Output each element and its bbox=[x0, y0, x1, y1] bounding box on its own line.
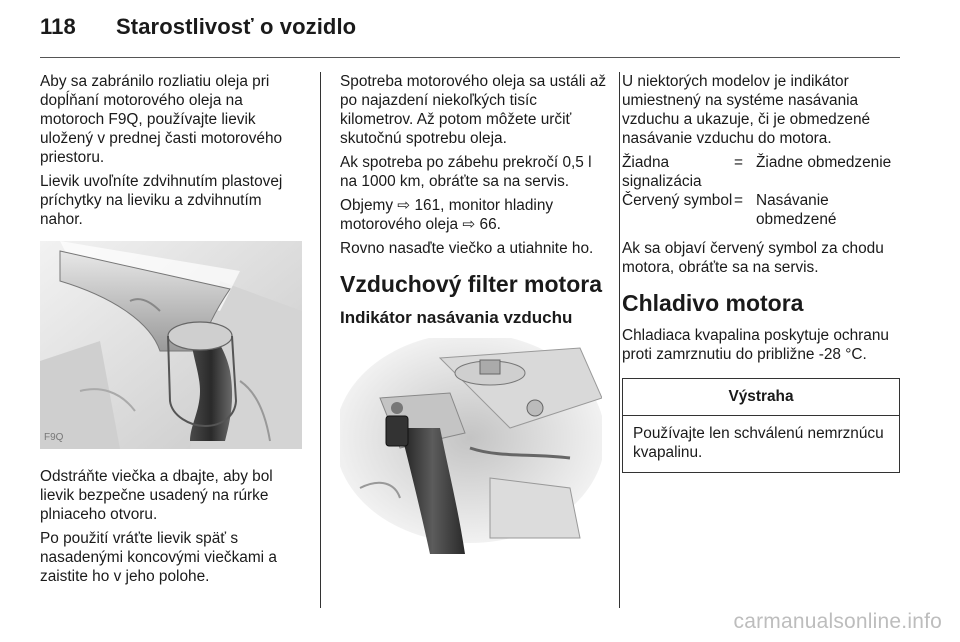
column-divider bbox=[320, 72, 321, 608]
engine-bay-illustration bbox=[340, 338, 602, 554]
warning-text: Používajte len schválenú nemrznúcu kvapalinu. bbox=[633, 425, 884, 461]
header-rule bbox=[40, 57, 900, 58]
paragraph: Ak spotreba po zábehu prekročí 0,5 l na 1000 km, obráťte sa na servis. bbox=[340, 154, 592, 190]
paragraph: Chladiaca kvapalina poskytuje ochranu proti zamrznutiu do približne -28 °C. bbox=[622, 327, 889, 363]
funnel-figure bbox=[40, 241, 302, 449]
paragraph: Po použití vráťte lievik späť s nasadenými koncovými viečkami a zaistite ho v jeho polohe. bbox=[40, 530, 277, 585]
paragraph: U niektorých modelov je indikátor umiestnený na systéme nasávania vzduchu a ukazuje, či je obmedzené nasávanie vzduchu do motora. bbox=[622, 73, 871, 147]
table-cell: = bbox=[734, 154, 743, 171]
table-cell: Žiadne obmedzenie bbox=[756, 154, 892, 171]
column-1 bbox=[40, 72, 302, 591]
indicator-table bbox=[622, 153, 904, 229]
subsection-heading: Indikátor nasávania vzduchu bbox=[340, 308, 573, 327]
table-cell: Nasávanie obmedzené bbox=[756, 192, 837, 228]
column-2 bbox=[340, 72, 610, 554]
section-heading: Vzduchový filter motora bbox=[340, 271, 602, 297]
paragraph: Lievik uvoľníte zdvihnutím plastovej príchytky na lieviku a zdvihnutím nahor. bbox=[40, 173, 283, 228]
paragraph: Rovno nasaďte viečko a utiahnite ho. bbox=[340, 240, 594, 257]
watermark: carmanualsonline.info bbox=[733, 610, 942, 633]
column-3 bbox=[622, 72, 904, 473]
page-title: Starostlivosť o vozidlo bbox=[116, 14, 357, 39]
table-cell: Žiadna signalizácia bbox=[622, 154, 702, 190]
paragraph: Spotreba motorového oleja sa ustáli až po najazdení niekoľkých tisíc kilometrov. Až potom môžete určiť skutočnú spotrebu oleja. bbox=[340, 73, 607, 147]
paragraph: Odstráňte viečka a dbajte, aby bol lievik bezpečne usadený na rúrke plniaceho otvoru. bbox=[40, 468, 273, 523]
paragraph: Ak sa objaví červený symbol za chodu motora, obráťte sa na servis. bbox=[622, 240, 884, 276]
column-divider bbox=[619, 72, 620, 608]
page-number: 118 bbox=[40, 14, 76, 39]
paragraph: Objemy ⇨ 161, monitor hladiny motorového oleja ⇨ 66. bbox=[340, 197, 554, 233]
funnel-illustration bbox=[40, 241, 302, 449]
air-filter-figure bbox=[340, 338, 602, 554]
warning-title: Výstraha bbox=[623, 379, 899, 416]
paragraph: Aby sa zabránilo rozliatiu oleja pri dopĺňaní motorového oleja na motoroch F9Q, používajte lievik uložený v prednej časti motorového priestoru. bbox=[40, 73, 283, 166]
figure-label: F9Q bbox=[44, 432, 64, 443]
page-header bbox=[40, 14, 356, 40]
table-cell: Červený symbol bbox=[622, 192, 733, 209]
warning-box bbox=[622, 378, 900, 473]
section-heading: Chladivo motora bbox=[622, 290, 804, 316]
table-cell: = bbox=[734, 192, 743, 209]
